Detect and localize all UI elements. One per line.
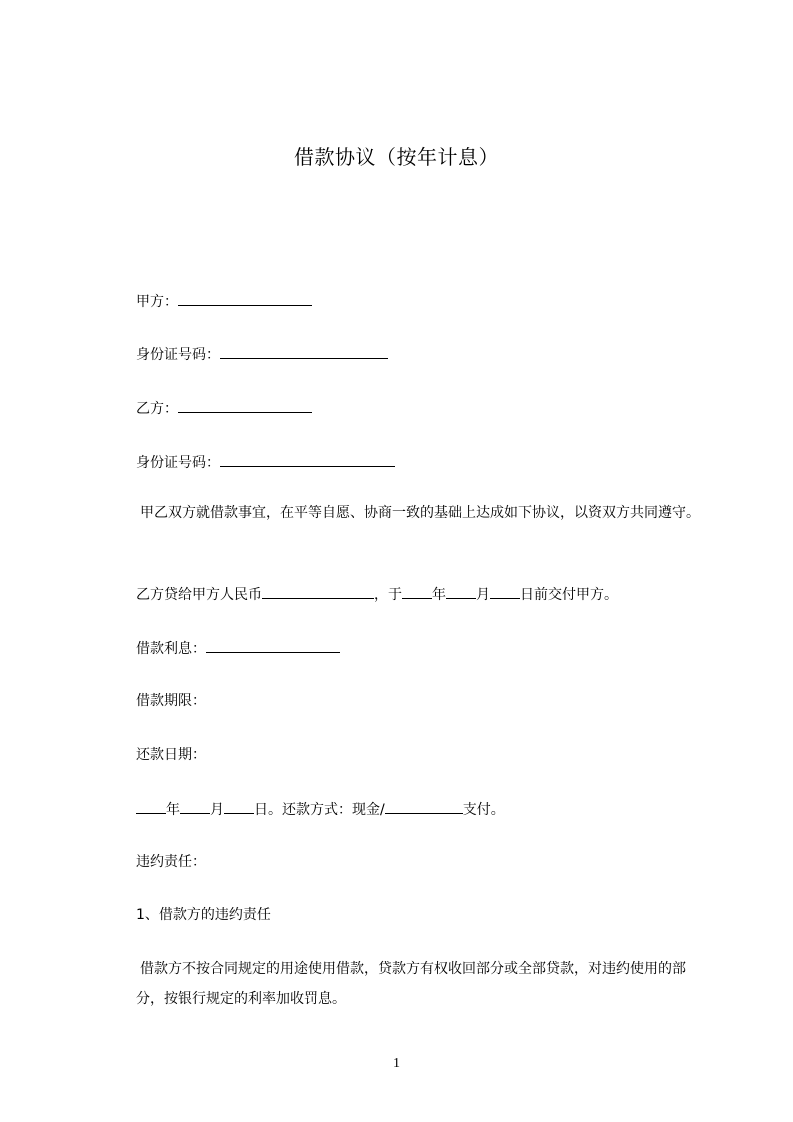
party-a-blank[interactable]: [178, 291, 312, 306]
loan-clause-year: 年: [432, 587, 446, 603]
loan-month-blank[interactable]: [446, 584, 476, 599]
repay-day-blank[interactable]: [224, 799, 254, 814]
document-title: 借款协议（按年计息）: [294, 145, 499, 169]
breach-heading-line: [136, 852, 206, 872]
repay-year-blank[interactable]: [136, 799, 166, 814]
page-number: 1: [393, 1056, 400, 1071]
loan-day-blank[interactable]: [490, 584, 520, 599]
repay-method-label: 日。还款方式：现金/: [254, 802, 385, 818]
loan-clause-part1: 乙方贷给甲方人民币: [136, 587, 262, 603]
breach-item-1-line: [136, 905, 271, 925]
party-a-id-label: 身份证号码：: [136, 347, 220, 363]
loan-year-blank[interactable]: [402, 584, 432, 599]
party-b-id-label: 身份证号码：: [136, 455, 220, 471]
party-a-id-line: [136, 344, 388, 365]
interest-label: 借款利息：: [136, 641, 206, 657]
repay-end-label: 支付。: [462, 802, 505, 818]
party-b-label: 乙方：: [136, 401, 178, 417]
repay-year-label: 年: [166, 802, 180, 818]
preamble-paragraph: 甲乙双方就借款事宜，在平等自愿、协商一致的基础上达成如下协议，以资双方共同遵守。: [140, 505, 700, 521]
loan-clause-part2: ，于: [374, 587, 402, 603]
breach-heading: 违约责任：: [136, 854, 206, 870]
repay-date-line: [136, 745, 206, 765]
interest-line: [136, 638, 340, 659]
loan-clause-line: [136, 584, 618, 605]
loan-clause-part3: 日前交付甲方。: [520, 587, 618, 603]
loan-amount-blank[interactable]: [262, 584, 374, 599]
party-a-label: 甲方：: [136, 294, 178, 310]
repay-month-label: 月: [210, 802, 224, 818]
party-a-line: [136, 291, 312, 312]
repay-month-blank[interactable]: [180, 799, 210, 814]
term-line: [136, 691, 206, 711]
repay-date-label: 还款日期：: [136, 747, 206, 763]
party-b-line: [136, 398, 312, 419]
breach-item-1-paragraph: 借款方不按合同规定的用途使用借款，贷款方有权收回部分或全部贷款，对违约使用的部分，按银行规定的利率加收罚息。: [136, 961, 686, 1007]
interest-blank[interactable]: [206, 638, 340, 653]
repay-method-blank[interactable]: [385, 799, 463, 814]
loan-clause-month: 月: [476, 587, 490, 603]
breach-item-1-heading: 1、借款方的违约责任: [136, 907, 271, 923]
party-b-blank[interactable]: [178, 398, 312, 413]
party-b-id-line: [136, 452, 395, 473]
party-a-id-blank[interactable]: [220, 344, 388, 359]
repay-detail-line: [136, 799, 505, 820]
party-b-id-blank[interactable]: [220, 452, 395, 467]
term-label: 借款期限：: [136, 693, 206, 709]
